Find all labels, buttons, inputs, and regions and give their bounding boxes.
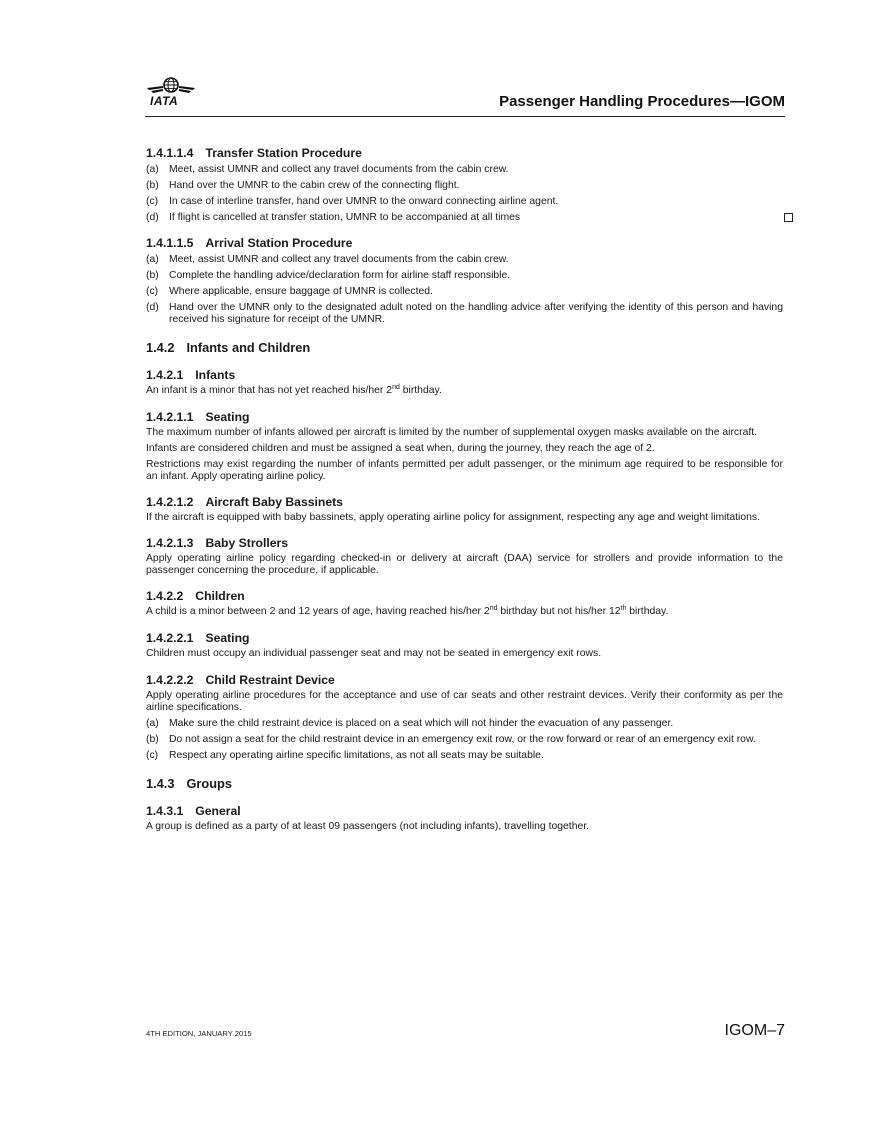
list-item: (c) Where applicable, ensure baggage of UMNR is collected.: [146, 286, 433, 297]
page-header: [145, 76, 785, 117]
section-heading: 1.4.3.1 General: [146, 804, 241, 818]
list-item: (a) Meet, assist UMNR and collect any travel documents from the cabin crew.: [146, 254, 509, 265]
paragraph: If the aircraft is equipped with baby bassinets, apply operating airline policy for assignment, respecting any age and weight limitations.: [146, 512, 760, 523]
paragraph: Restrictions may exist regarding the number of infants permitted per adult passenger, or the minimum age required to be responsible for an infant. Apply operating airline policy.: [146, 459, 783, 482]
list-item: (c) In case of interline transfer, hand over UMNR to the onward connecting airline agent.: [146, 196, 559, 207]
logo-text: IATA: [150, 94, 179, 108]
paragraph: Apply operating airline policy regarding checked-in or delivery at aircraft (DAA) service for strollers and provide information to the passenger concerning the procedure, if applicable.: [146, 553, 783, 576]
section-infants-children: [146, 340, 783, 356]
section-infant-seating: [146, 410, 783, 483]
checkbox-icon: [784, 213, 793, 222]
section-groups: [146, 776, 783, 792]
list-item: (b) Hand over the UMNR to the cabin crew of the connecting flight.: [146, 180, 460, 191]
section-heading: 1.4.2.1.2 Aircraft Baby Bassinets: [146, 495, 343, 509]
section-baby-bassinets: [146, 495, 783, 524]
list-item: (a) Meet, assist UMNR and collect any travel documents from the cabin crew.: [146, 164, 509, 175]
section-heading: 1.4.2.2.1 Seating: [146, 631, 250, 645]
list-item: (d) If flight is cancelled at transfer station, UMNR to be accompanied at all times: [146, 212, 521, 223]
section-children: [146, 589, 783, 618]
iata-logo: [145, 76, 197, 112]
paragraph: Apply operating airline procedures for the acceptance and use of car seats and other restraint devices. Verify their conformity as per the airline specifications.: [146, 690, 783, 713]
section-heading: 1.4.1.1.5 Arrival Station Procedure: [146, 236, 353, 250]
section-general: [146, 804, 783, 833]
section-heading: 1.4.3 Groups: [146, 776, 232, 791]
globe-wings-icon: [145, 76, 197, 96]
paragraph: A child is a minor between 2 and 12 years of age, having reached his/her 2nd birthday but not his/her 12th birthday.: [146, 605, 669, 617]
paragraph: Children must occupy an individual passenger seat and may not be seated in emergency exit rows.: [146, 648, 602, 659]
list-item: (c) Respect any operating airline specific limitations, as not all seats may be suitable.: [146, 750, 544, 761]
paragraph: The maximum number of infants allowed per aircraft is limited by the number of supplemental oxygen masks available on the aircraft.: [146, 427, 758, 438]
list-item: (b) Do not assign a seat for the child restraint device in an emergency exit row, or the row forward or rear of an emergency exit row.: [146, 734, 756, 745]
section-heading: 1.4.2.2 Children: [146, 589, 245, 603]
running-title: Passenger Handling Procedures—IGOM: [499, 93, 785, 110]
section-heading: 1.4.2.2.2 Child Restraint Device: [146, 673, 335, 687]
edition-footer: 4TH EDITION, JANUARY 2015: [146, 1029, 252, 1038]
page-number: IGOM–7: [724, 1022, 785, 1039]
section-heading: 1.4.2.1.1 Seating: [146, 410, 250, 424]
section-child-restraint: [146, 673, 783, 762]
section-baby-strollers: [146, 536, 783, 577]
section-heading: 1.4.2.1.3 Baby Strollers: [146, 536, 289, 550]
list-item: (a) Make sure the child restraint device is placed on a seat which will not hinder the evacuation of any passenger.: [146, 718, 674, 729]
section-infants: [146, 368, 783, 397]
section-children-seating: [146, 631, 783, 660]
section-heading: 1.4.2.1 Infants: [146, 368, 236, 382]
section-arrival-station: [146, 236, 783, 326]
paragraph: An infant is a minor that has not yet reached his/her 2nd birthday.: [146, 384, 442, 396]
paragraph: A group is defined as a party of at least 09 passengers (not including infants), travelling together.: [146, 821, 590, 832]
paragraph: Infants are considered children and must be assigned a seat when, during the journey, they reach the age of 2.: [146, 443, 655, 454]
list-item: (b) Complete the handling advice/declaration form for airline staff responsible.: [146, 270, 511, 281]
section-transfer-station: [146, 146, 783, 224]
section-heading: 1.4.1.1.4 Transfer Station Procedure: [146, 146, 362, 160]
section-heading: 1.4.2 Infants and Children: [146, 340, 311, 355]
document-body: [146, 146, 783, 833]
list-item: (d) Hand over the UMNR only to the designated adult noted on the handling advice after verifying the identity of this person and having received his signature for receipt of the UMNR.: [146, 302, 783, 325]
